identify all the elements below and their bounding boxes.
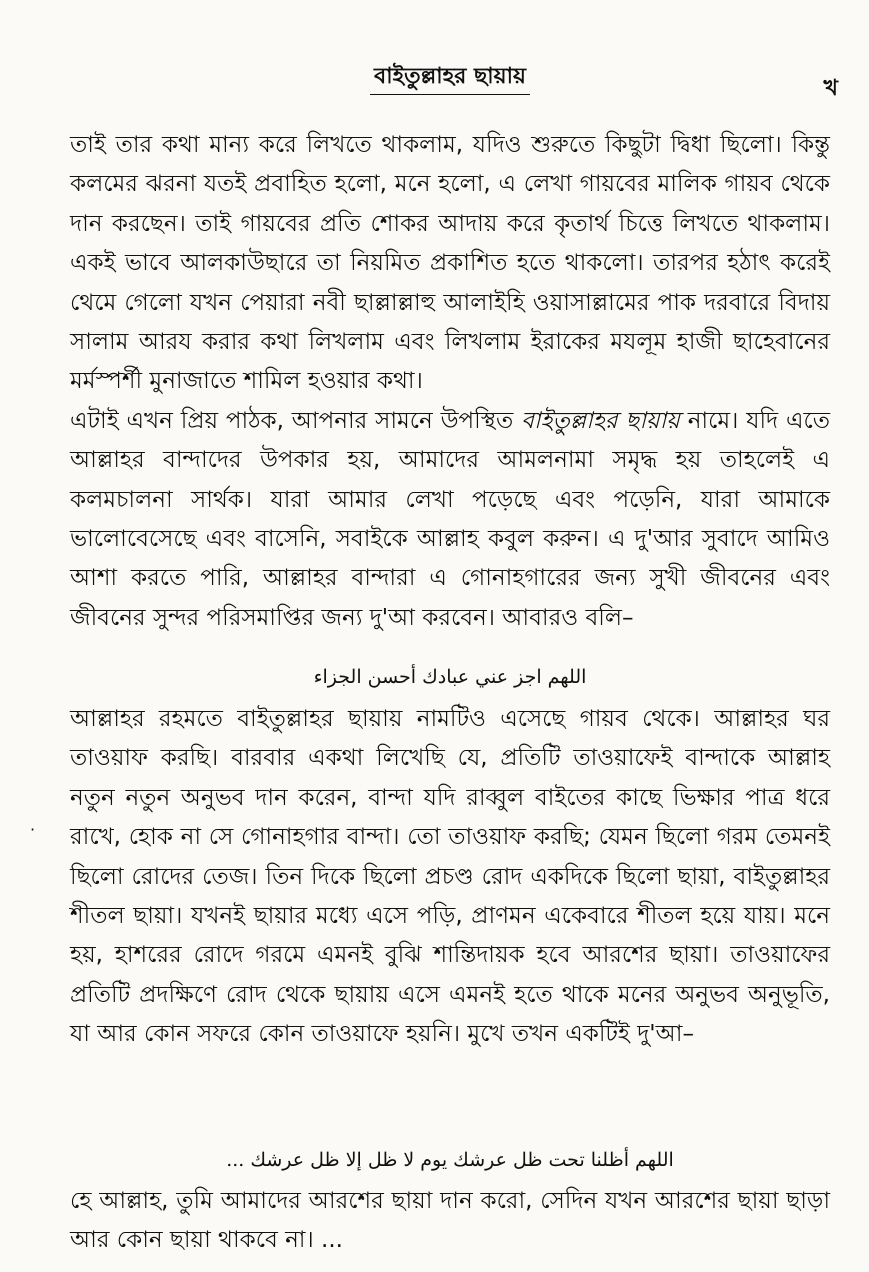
page-number: খ <box>823 76 838 101</box>
body-text-bottom <box>70 1182 830 1261</box>
arabic-dua-2: اللهم أظلنا تحت ظل عرشك يوم لا ظل إلا ظل عرشك ... <box>226 1149 674 1171</box>
running-title: বাইতুল্লাহর ছায়ায় <box>70 62 830 95</box>
paragraph-4: হে আল্লাহ, তুমি আমাদের আরশের ছায়া দান করো, সেদিন যখন আরশের ছায়া ছাড়া আর কোন ছায়া থাকবে না। ... <box>70 1188 830 1254</box>
body-text-middle <box>70 700 830 1055</box>
paragraph-3: আল্লাহর রহমতে বাইতুল্লাহর ছায়ায় নামটিও এসেছে গায়ব থেকে। আল্লাহর ঘর তাওয়াফ করছি। বারবার একথা লিখেছি যে, প্রতিটি তাওয়াফেই বান্দাকে আল্লাহ নতুন নতুন অনুভব দান করেন, বান্দা যদি রাব্বুল বাইতের কাছে ভিক্ষার পাত্র ধরে রাখে, হোক না সে গোনাহগার বান্দা। তো তাওয়াফ করছি; যেমন ছিলো গরম তেমনই ছিলো রোদের তেজ। তিন দিকে ছিলো প্রচণ্ড রোদ একদিকে ছিলো ছায়া, বাইতুল্লাহর শীতল ছায়া। যখনই ছায়ার মধ্যে এসে পড়ি, প্রাণমন একেবারে শীতল হয়ে যায়। মনে হয়, হাশরের রোদে গরমে এমনই বুঝি শান্তিদায়ক হবে আরশের ছায়া। তাওয়াফের প্রতিটি প্রদক্ষিণে রোদ থেকে ছায়ায় এসে এমনই হতে থাকে মনের অনুভব অনুভূতি, যা আর কোন সফরে কোন তাওয়াফে হয়নি। মুখে তখন একটিই দু'আ– <box>70 706 830 1048</box>
page-header <box>70 62 838 106</box>
body-text-top <box>70 126 830 638</box>
arabic-dua-1: اللهم اجز عني عبادك أحسن الجزاء <box>313 666 587 688</box>
paragraph-2: এটাই এখন প্রিয় পাঠক, আপনার সামনে উপস্থিত বাইতুল্লাহর ছায়ায় নামে। যদি এতে আল্লাহর বান্দাদের উপকার হয়, আমাদের আমলনামা সমৃদ্ধ হয় তাহলেই এ কলমচালনা সার্থক। যারা আমার লেখা পড়েছে এবং পড়েনি, যারা আমাকে ভালোবেসেছে এবং বাসেনি, সবাইকে আল্লাহ কবুল করুন। এ দু'আর সুবাদে আমিও আশা করতে পারি, আল্লাহর বান্দারা এ গোনাহগারের জন্য সুখী জীবনের এবং জীবনের সুন্দর পরিসমাপ্তির জন্য দু'আ করবেন। আবারও বলি– <box>70 407 830 631</box>
margin-mark: · <box>30 820 36 839</box>
book-title-italic: বাইতুল্লাহর ছায়ায় <box>521 407 680 434</box>
paragraph-1: তাই তার কথা মান্য করে লিখতে থাকলাম, যদিও শুরুতে কিছুটা দ্বিধা ছিলো। কিন্তু কলমের ঝরনা যতই প্রবাহিত হলো, মনে হলো, এ লেখা গায়বের মালিক গায়ব থেকে দান করছেন। তাই গায়বের প্রতি শোকর আদায় করে কৃতার্থ চিত্তে লিখতে থাকলাম। একই ভাবে আলকাউছারে তা নিয়মিত প্রকাশিত হতে থাকলো। তারপর হঠাৎ করেই থেমে গেলো যখন পেয়ারা নবী ছাল্লাল্লাহু আলাইহি ওয়াসাল্লামের পাক দরবারে বিদায় সালাম আরয করার কথা লিখলাম এবং লিখলাম ইরাকের মযলূম হাজী ছাহেবানের মর্মস্পর্শী মুনাজাতে শামিল হওয়ার কথা। <box>70 132 830 395</box>
